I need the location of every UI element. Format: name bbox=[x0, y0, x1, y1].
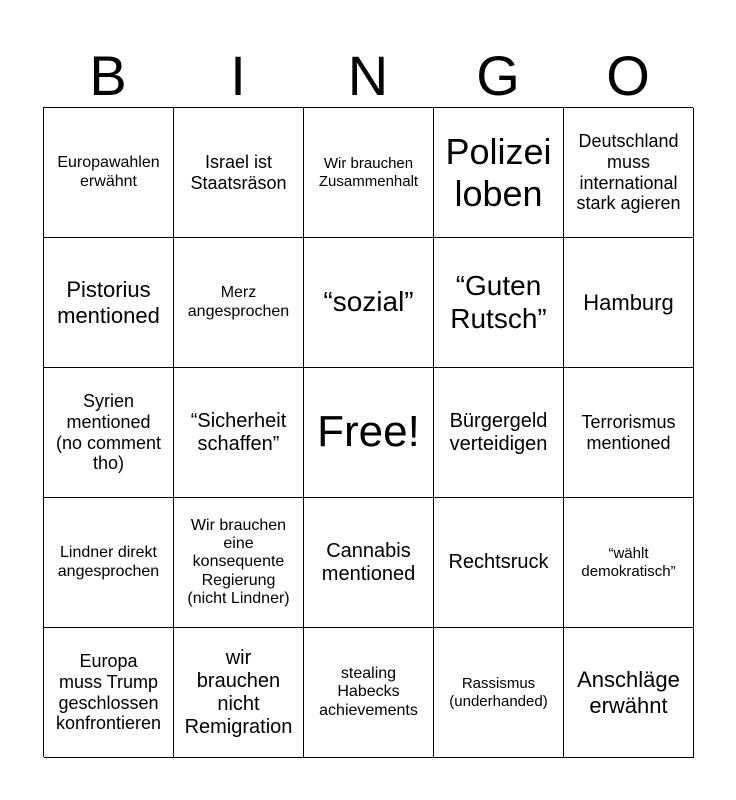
bingo-cell-r5-c4[interactable] bbox=[434, 628, 564, 758]
bingo-cell-r3-c5[interactable] bbox=[564, 368, 694, 498]
header-letter-n: N bbox=[347, 44, 389, 107]
bingo-cell-r4-c2[interactable] bbox=[174, 498, 304, 628]
bingo-cell-r1-c3[interactable] bbox=[304, 108, 434, 238]
bingo-card bbox=[43, 107, 693, 757]
cell-text: Wir brauchen eine konsequente Regierung (nicht Lindner) bbox=[187, 516, 290, 608]
bingo-cell-r1-c4[interactable] bbox=[434, 108, 564, 238]
bingo-cell-r3-c2[interactable] bbox=[174, 368, 304, 498]
bingo-cell-r3-c3[interactable] bbox=[304, 368, 434, 498]
bingo-cell-r1-c5[interactable] bbox=[564, 108, 694, 238]
cell-text: Anschläge erwähnt bbox=[577, 667, 680, 718]
bingo-cell-r2-c1[interactable] bbox=[44, 238, 174, 368]
cell-text: “Sicherheit schaffen” bbox=[190, 409, 287, 455]
bingo-cell-r1-c1[interactable] bbox=[44, 108, 174, 238]
bingo-header bbox=[43, 44, 693, 108]
bingo-cell-r2-c2[interactable] bbox=[174, 238, 304, 368]
bingo-cell-r2-c5[interactable] bbox=[564, 238, 694, 368]
bingo-cell-r2-c4[interactable] bbox=[434, 238, 564, 368]
cell-text: Hamburg bbox=[583, 289, 674, 315]
bingo-cell-r5-c5[interactable] bbox=[564, 628, 694, 758]
cell-text: “Guten Rutsch” bbox=[450, 270, 547, 334]
cell-text: Rechtsruck bbox=[448, 551, 549, 573]
bingo-cell-r5-c2[interactable] bbox=[174, 628, 304, 758]
cell-text: Cannabis mentioned bbox=[321, 539, 416, 585]
cell-text: Polizei loben bbox=[445, 131, 552, 214]
cell-text: stealing Habecks achievements bbox=[319, 664, 418, 719]
cell-text: wir brauchen nicht Remigration bbox=[184, 646, 293, 738]
bingo-cell-r4-c5[interactable] bbox=[564, 498, 694, 628]
bingo-cell-r4-c3[interactable] bbox=[304, 498, 434, 628]
cell-text: Israel ist Staatsräson bbox=[190, 151, 287, 193]
bingo-cell-r2-c3[interactable] bbox=[304, 238, 434, 368]
cell-text: Rassismus (underhanded) bbox=[449, 675, 548, 710]
bingo-cell-r5-c3[interactable] bbox=[304, 628, 434, 758]
cell-text: Wir brauchen Zusammenhalt bbox=[318, 155, 419, 190]
cell-text: Deutschland muss international stark agieren bbox=[576, 131, 681, 214]
bingo-cell-r5-c1[interactable] bbox=[44, 628, 174, 758]
bingo-cell-r4-c4[interactable] bbox=[434, 498, 564, 628]
cell-text: Europawahlen erwähnt bbox=[57, 154, 160, 190]
header-letter-g: G bbox=[476, 44, 520, 107]
cell-text: Bürgergeld verteidigen bbox=[449, 409, 548, 455]
cell-text: Terrorismus mentioned bbox=[581, 411, 676, 453]
bingo-cell-r1-c2[interactable] bbox=[174, 108, 304, 238]
cell-text: Lindner direkt angesprochen bbox=[57, 544, 160, 580]
bingo-cell-r3-c1[interactable] bbox=[44, 368, 174, 498]
bingo-cell-r3-c4[interactable] bbox=[434, 368, 564, 498]
header-letter-o: O bbox=[606, 44, 650, 107]
bingo-cell-r4-c1[interactable] bbox=[44, 498, 174, 628]
header-letter-i: I bbox=[230, 44, 246, 107]
cell-text: Europa muss Trump geschlossen konfrontieren bbox=[55, 651, 162, 734]
cell-text: Pistorius mentioned bbox=[57, 277, 160, 328]
cell-text: “sozial” bbox=[323, 286, 414, 318]
header-letter-b: B bbox=[89, 44, 127, 107]
free-space-text: Free! bbox=[317, 407, 420, 457]
cell-text: “wählt demokratisch” bbox=[581, 545, 676, 580]
cell-text: Syrien mentioned (no comment tho) bbox=[55, 391, 162, 474]
cell-text: Merz angesprochen bbox=[187, 284, 290, 320]
